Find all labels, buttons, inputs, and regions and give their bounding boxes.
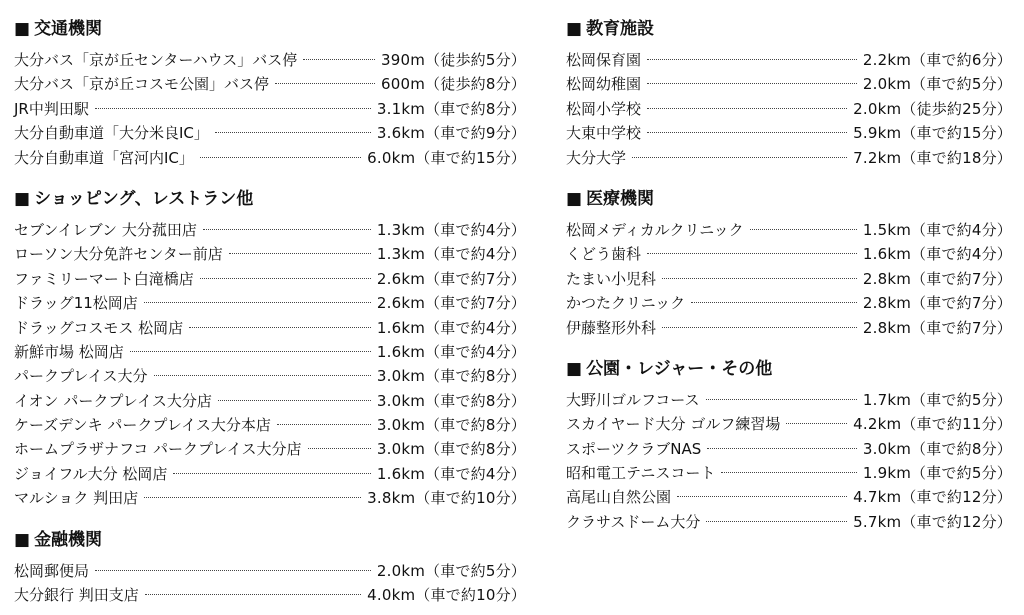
square-bullet-icon: ■	[566, 188, 583, 209]
section-title-text: 医療機関	[586, 188, 655, 209]
list-item	[566, 242, 1012, 266]
facility-name: イオン パークプレイス大分店	[14, 391, 212, 410]
dotted-leader	[786, 423, 847, 424]
section-title-text: 金融機関	[34, 529, 103, 550]
facility-distance: 7.2km（車で約18分）	[853, 148, 1012, 167]
section-title	[14, 184, 526, 214]
section-title	[566, 14, 1012, 44]
facility-name: ドラッグ11松岡店	[14, 294, 138, 313]
facility-distance: 2.0km（徒歩約25分）	[853, 99, 1012, 118]
dotted-leader	[154, 375, 371, 376]
list-item	[14, 121, 526, 145]
facility-distance: 3.6km（車で約9分）	[376, 124, 526, 143]
section-title-text: ショッピング、レストラン他	[34, 188, 254, 209]
list-item	[14, 389, 526, 413]
dotted-leader	[647, 253, 857, 254]
dotted-leader	[677, 496, 847, 497]
list-item	[566, 316, 1012, 340]
dotted-leader	[277, 424, 371, 425]
section-title	[14, 14, 526, 44]
list-item	[14, 340, 526, 364]
facility-distance: 2.0km（車で約5分）	[862, 75, 1012, 94]
dotted-leader	[647, 83, 857, 84]
facility-name: 松岡メディカルクリニック	[566, 220, 744, 239]
dotted-leader	[647, 108, 847, 109]
square-bullet-icon: ■	[14, 19, 31, 39]
facility-distance: 3.0km（車で約8分）	[376, 440, 526, 459]
section-title	[14, 525, 526, 555]
list-item	[566, 388, 1012, 412]
facility-distance: 5.9km（車で約15分）	[853, 124, 1012, 143]
facility-name: パークプレイス大分	[14, 367, 148, 386]
list-item	[566, 291, 1012, 315]
facility-distance: 3.8km（車で約10分）	[367, 489, 526, 508]
facility-distance: 2.6km（車で約7分）	[376, 269, 526, 288]
facility-distance: 1.6km（車で約4分）	[376, 318, 526, 337]
facility-name: 大分大学	[566, 148, 627, 167]
facility-distance: 3.1km（車で約8分）	[376, 99, 526, 118]
facility-name: ケーズデンキ パークプレイス大分本店	[14, 416, 271, 435]
facility-name: たまい小児科	[566, 269, 657, 288]
facility-distance: 2.2km（車で約6分）	[862, 51, 1012, 69]
list-item	[566, 97, 1012, 121]
list-item	[566, 437, 1012, 461]
facility-distance: 4.7km（車で約12分）	[853, 488, 1012, 507]
list-item	[14, 291, 526, 315]
facility-name: 昭和電工テニスコート	[566, 464, 716, 483]
dotted-leader	[145, 594, 361, 595]
dotted-leader	[130, 351, 371, 352]
dotted-leader	[200, 278, 371, 279]
facility-name: 高尾山自然公園	[566, 488, 672, 507]
facility-distance: 390m（徒歩約5分）	[381, 51, 526, 69]
facility-name: 大野川ゴルフコース	[566, 390, 700, 409]
facility-distance: 3.0km（車で約8分）	[376, 367, 526, 386]
list-item	[14, 48, 526, 72]
facility-name: 新鮮市場 松岡店	[14, 342, 124, 361]
list-item	[14, 218, 526, 242]
facility-name: セブンイレブン 大分菰田店	[14, 220, 197, 239]
facility-name: 伊藤整形外科	[566, 318, 657, 337]
facility-distance: 2.8km（車で約7分）	[862, 269, 1012, 288]
list-item	[566, 72, 1012, 96]
facility-distance: 1.9km（車で約5分）	[862, 464, 1012, 483]
list-item	[566, 461, 1012, 485]
facility-name: 松岡保育園	[566, 51, 642, 69]
section-title-text: 教育施設	[586, 19, 655, 39]
facility-name: マルショク 判田店	[14, 489, 139, 508]
facility-name: 大分バス「京が丘コスモ公園」バス停	[14, 75, 270, 94]
facility-name: JR中判田駅	[14, 99, 89, 118]
list-item	[14, 72, 526, 96]
facility-distance: 1.3km（車で約4分）	[376, 220, 526, 239]
facility-distance: 6.0km（車で約15分）	[367, 148, 526, 167]
dotted-leader	[662, 278, 857, 279]
facility-name: スカイヤード大分 ゴルフ練習場	[566, 415, 781, 434]
facility-name: ドラッグコスモス 松岡店	[14, 318, 184, 337]
list-item	[14, 583, 526, 607]
dotted-leader	[189, 327, 371, 328]
dotted-leader	[144, 497, 361, 498]
list-item	[14, 364, 526, 388]
section-title-text: 交通機関	[34, 19, 103, 39]
section-title-text: 公園・レジャー・その他	[586, 358, 773, 379]
facility-distance: 2.8km（車で約7分）	[862, 318, 1012, 337]
square-bullet-icon: ■	[566, 19, 583, 39]
facility-name: 大分自動車道「大分米良IC」	[14, 124, 209, 143]
facility-name: 大分銀行 判田支店	[14, 586, 139, 605]
dotted-leader	[647, 132, 847, 133]
facility-distance: 2.8km（車で約7分）	[862, 294, 1012, 313]
list-item	[566, 412, 1012, 436]
list-item	[14, 486, 526, 510]
dotted-leader	[721, 472, 856, 473]
dotted-leader	[303, 59, 375, 60]
dotted-leader	[706, 521, 847, 522]
square-bullet-icon: ■	[566, 358, 583, 379]
facility-distance: 600m（徒歩約8分）	[381, 75, 526, 94]
facility-distance: 3.0km（車で約8分）	[376, 391, 526, 410]
square-bullet-icon: ■	[14, 188, 31, 209]
dotted-leader	[215, 132, 371, 133]
list-item	[14, 559, 526, 583]
list-item	[566, 218, 1012, 242]
list-item	[566, 146, 1012, 170]
facility-distance: 2.6km（車で約7分）	[376, 294, 526, 313]
dotted-leader	[203, 229, 371, 230]
list-item	[14, 437, 526, 461]
list-item	[566, 121, 1012, 145]
dotted-leader	[218, 400, 371, 401]
dotted-leader	[750, 229, 857, 230]
list-item	[14, 267, 526, 291]
section-title	[566, 184, 1012, 214]
section-finance	[14, 525, 526, 608]
dotted-leader	[308, 448, 371, 449]
facility-name: 松岡小学校	[566, 99, 642, 118]
list-item	[566, 267, 1012, 291]
dotted-leader	[95, 570, 371, 571]
facility-distance: 3.0km（車で約8分）	[376, 416, 526, 435]
list-item	[14, 242, 526, 266]
dotted-leader	[632, 157, 847, 158]
facility-name: スポーツクラブNAS	[566, 439, 702, 458]
dotted-leader	[647, 59, 857, 60]
dotted-leader	[95, 108, 371, 109]
dotted-leader	[144, 302, 371, 303]
facility-distance: 1.6km（車で約4分）	[376, 342, 526, 361]
list-item	[14, 316, 526, 340]
dotted-leader	[691, 302, 857, 303]
list-item	[14, 413, 526, 437]
dotted-leader	[706, 399, 857, 400]
facility-name: ジョイフル大分 松岡店	[14, 464, 168, 483]
list-item	[14, 462, 526, 486]
right-column	[566, 0, 1012, 534]
section-medical	[566, 184, 1012, 340]
facility-name: クラサスドーム大分	[566, 512, 701, 531]
facility-name: ファミリーマート白滝橋店	[14, 269, 194, 288]
facility-name: 松岡幼稚園	[566, 75, 642, 94]
list-item	[566, 510, 1012, 534]
facility-distance: 1.6km（車で約4分）	[376, 464, 526, 483]
facility-name: ローソン大分免許センター前店	[14, 245, 223, 264]
facility-name: 大分自動車道「宮河内IC」	[14, 148, 194, 167]
left-column	[14, 0, 526, 607]
facility-name: 松岡郵便局	[14, 561, 90, 580]
list-item	[566, 48, 1012, 72]
section-shopping	[14, 184, 526, 511]
dotted-leader	[662, 327, 857, 328]
list-item	[566, 485, 1012, 509]
facility-distance: 4.2km（車で約11分）	[853, 415, 1012, 434]
square-bullet-icon: ■	[14, 529, 31, 550]
list-item	[14, 97, 526, 121]
facility-name: かつたクリニック	[566, 294, 686, 313]
dotted-leader	[229, 253, 371, 254]
facility-distance: 2.0km（車で約5分）	[376, 561, 526, 580]
section-title	[566, 354, 1012, 384]
list-item	[14, 146, 526, 170]
facility-distance: 1.3km（車で約4分）	[376, 245, 526, 264]
facility-distance: 5.7km（車で約12分）	[853, 512, 1012, 531]
dotted-leader	[173, 473, 370, 474]
dotted-leader	[200, 157, 361, 158]
facility-name: くどう歯科	[566, 245, 642, 264]
facility-name: 大東中学校	[566, 124, 642, 143]
facility-distance: 1.7km（車で約5分）	[862, 390, 1012, 409]
section-education	[566, 14, 1012, 170]
facility-distance: 3.0km（車で約8分）	[862, 439, 1012, 458]
dotted-leader	[707, 448, 857, 449]
facility-name: 大分バス「京が丘センターハウス」バス停	[14, 51, 298, 69]
facility-name: ホームプラザナフコ パークプレイス大分店	[14, 440, 302, 459]
section-transport	[14, 14, 526, 170]
section-leisure	[566, 354, 1012, 534]
dotted-leader	[275, 83, 375, 84]
facility-distance: 4.0km（車で約10分）	[367, 586, 526, 605]
facility-distance: 1.6km（車で約4分）	[862, 245, 1012, 264]
facility-distance: 1.5km（車で約4分）	[862, 220, 1012, 239]
